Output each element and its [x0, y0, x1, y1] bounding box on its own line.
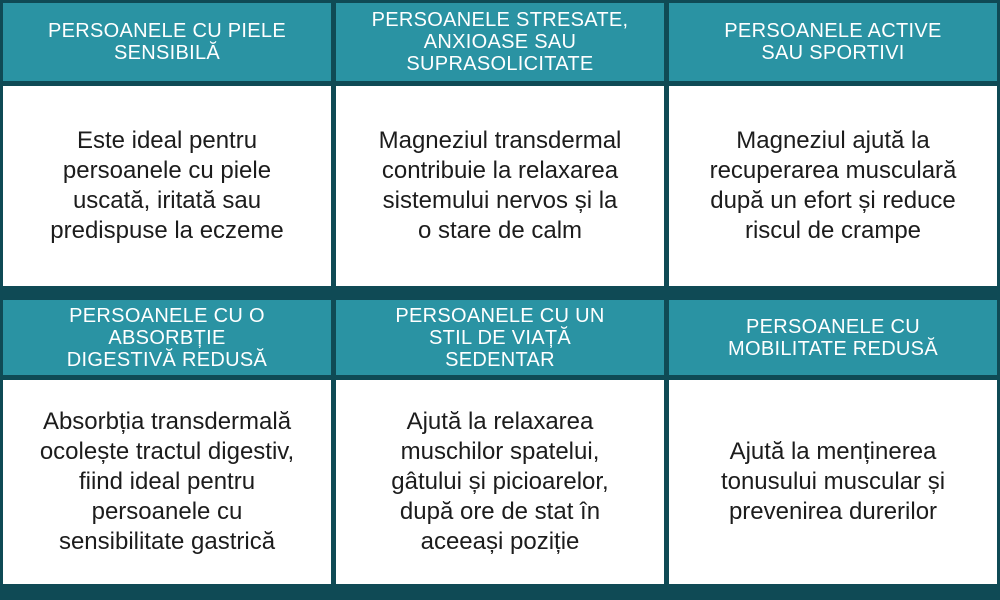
card-title: PERSOANELE CU UN STIL DE VIAȚĂ SEDENTAR [336, 300, 664, 375]
card-text: Ajută la relaxarea muschilor spatelui, gâtului și picioarelor, după ore de stat în aceeași poziție [336, 380, 664, 584]
card-text: Ajută la menținerea tonusului muscular și prevenirea durerilor [669, 380, 997, 584]
card-stressed-people [336, 3, 664, 286]
card-title: PERSOANELE STRESATE, ANXIOASE SAU SUPRASOLICITATE [336, 3, 664, 81]
card-title: PERSOANELE CU PIELE SENSIBILĂ [3, 3, 331, 81]
card-reduced-mobility [669, 300, 997, 584]
card-sensitive-skin [3, 3, 331, 286]
card-title: PERSOANELE ACTIVE SAU SPORTIVI [669, 3, 997, 81]
card-active-people [669, 3, 997, 286]
card-sedentary-lifestyle [336, 300, 664, 584]
card-text: Absorbția transdermală ocolește tractul digestiv, fiind ideal pentru persoanele cu sensibilitate gastrică [3, 380, 331, 584]
card-text: Magneziul transdermal contribuie la relaxarea sistemului nervos și la o stare de calm [336, 86, 664, 286]
card-title: PERSOANELE CU MOBILITATE REDUSĂ [669, 300, 997, 375]
card-text: Este ideal pentru persoanele cu piele uscată, iritată sau predispuse la eczeme [3, 86, 331, 286]
card-title: PERSOANELE CU O ABSORBȚIE DIGESTIVĂ REDUSĂ [3, 300, 331, 375]
card-text: Magneziul ajută la recuperarea musculară după un efort și reduce riscul de crampe [669, 86, 997, 286]
card-reduced-absorption [3, 300, 331, 584]
